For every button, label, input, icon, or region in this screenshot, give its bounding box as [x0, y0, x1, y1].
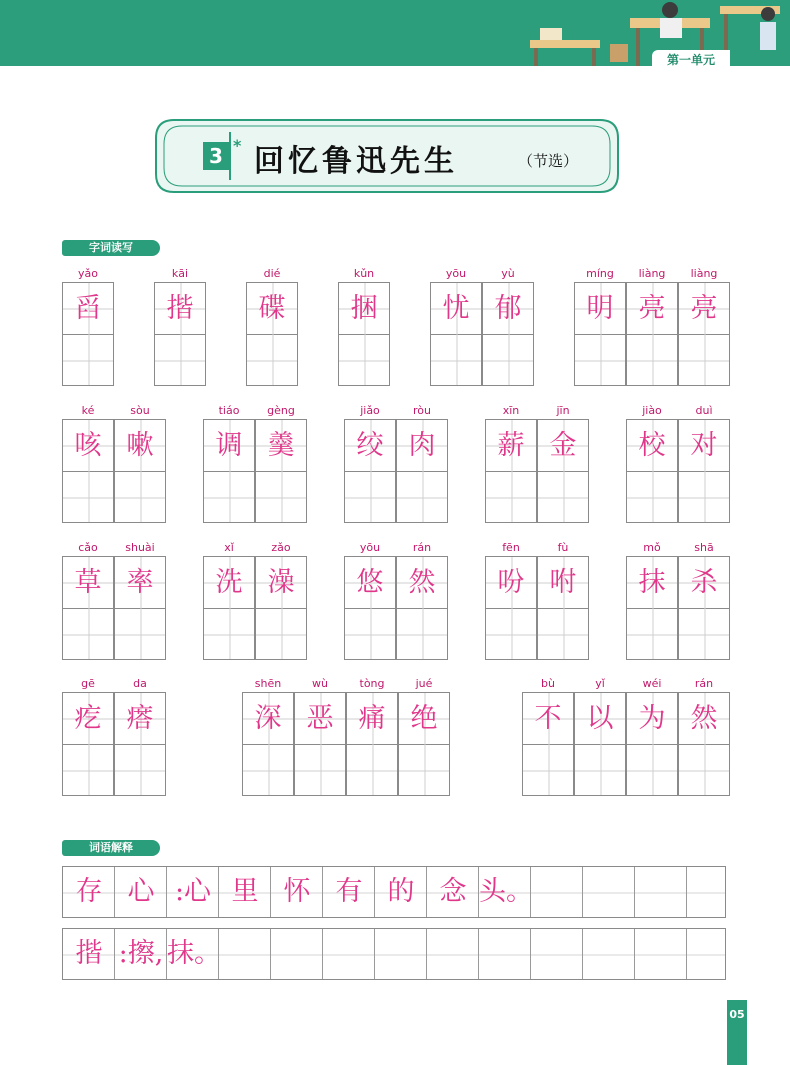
lesson-title-banner — [152, 116, 622, 196]
pinyin-label: rán — [694, 677, 714, 690]
hanzi-character: 疙 — [74, 703, 102, 734]
hanzi-character: 杀 — [690, 567, 718, 598]
pinyin-label: jué — [415, 677, 433, 690]
pinyin-label: yōu — [359, 541, 381, 554]
lesson-number: 3 — [203, 142, 229, 170]
pinyin-label: yōu — [445, 267, 467, 280]
lesson-star: * — [233, 136, 242, 155]
hanzi-character: 碟 — [258, 293, 286, 324]
classroom-illustration — [510, 0, 790, 66]
explanation-text — [63, 929, 219, 979]
writing-cell — [344, 419, 396, 523]
writing-cell — [482, 282, 534, 386]
hanzi-character: 薪 — [497, 430, 525, 461]
writing-cell — [338, 282, 390, 386]
pinyin-label: shuài — [125, 541, 155, 554]
writing-cell — [485, 419, 537, 523]
writing-cell — [62, 282, 114, 386]
pinyin-label: jiào — [642, 404, 662, 417]
hanzi-character: 郁 — [494, 293, 522, 324]
hanzi-character: 羹 — [267, 430, 295, 461]
writing-cell — [242, 692, 294, 796]
writing-cell — [678, 282, 730, 386]
writing-cell — [537, 419, 589, 523]
pinyin-label: bù — [541, 677, 555, 690]
writing-cell — [678, 556, 730, 660]
pinyin-label: yǐ — [595, 677, 605, 690]
explanation-char: 抹。 — [167, 938, 221, 969]
pinyin-label: duì — [695, 404, 713, 417]
explanation-char: 存 — [75, 876, 103, 907]
hanzi-character: 舀 — [74, 293, 102, 324]
pinyin-label: yǎo — [78, 267, 98, 280]
pinyin-label: cǎo — [78, 541, 98, 554]
hanzi-character: 金 — [549, 430, 577, 461]
hanzi-character: 捆 — [350, 293, 378, 324]
writing-cell — [114, 692, 166, 796]
writing-cell — [574, 282, 626, 386]
writing-cell — [430, 282, 482, 386]
page-number: 05 — [727, 1000, 747, 1065]
explanation-row — [62, 866, 726, 918]
writing-cell — [398, 692, 450, 796]
explanation-char: 里 — [231, 876, 259, 907]
unit-label: 第一单元 — [652, 50, 730, 70]
explanation-row — [62, 928, 726, 980]
writing-cell — [255, 419, 307, 523]
writing-cell — [255, 556, 307, 660]
hanzi-character: 洗 — [215, 567, 243, 598]
hanzi-character: 然 — [690, 703, 718, 734]
hanzi-character: 调 — [215, 430, 243, 461]
hanzi-character: 明 — [586, 293, 614, 324]
pinyin-label: rán — [412, 541, 432, 554]
pinyin-label: liàng — [638, 267, 666, 280]
pinyin-label: zǎo — [271, 541, 291, 554]
hanzi-character: 吩 — [497, 567, 525, 598]
pinyin-label: fēn — [502, 541, 520, 554]
explanation-char: 的 — [387, 876, 415, 907]
writing-cell — [396, 556, 448, 660]
hanzi-character: 绝 — [410, 703, 438, 734]
writing-cell — [626, 282, 678, 386]
writing-cell — [203, 556, 255, 660]
writing-cell — [522, 692, 574, 796]
writing-cell — [114, 419, 166, 523]
lesson-subtitle: （节选） — [518, 152, 579, 170]
explanation-char: 念 — [439, 876, 467, 907]
writing-cell — [626, 556, 678, 660]
writing-cell — [396, 419, 448, 523]
explanation-char: 头。 — [479, 876, 533, 907]
hanzi-character: 绞 — [356, 430, 384, 461]
explanation-char: 揩 — [75, 938, 103, 969]
pinyin-label: fù — [557, 541, 569, 554]
pinyin-label: jīn — [556, 404, 570, 417]
explanation-char: 怀 — [283, 876, 311, 907]
writing-cell — [485, 556, 537, 660]
hanzi-character: 悠 — [356, 567, 384, 598]
pinyin-label: jiǎo — [360, 404, 380, 417]
writing-cell — [246, 282, 298, 386]
pinyin-label: kǔn — [353, 267, 375, 280]
hanzi-character: 肉 — [408, 430, 436, 461]
explanation-char: :心 — [174, 876, 212, 907]
hanzi-character: 咐 — [549, 567, 577, 598]
writing-cell — [344, 556, 396, 660]
pinyin-label: da — [133, 677, 147, 690]
hanzi-character: 恶 — [306, 703, 334, 734]
writing-cell — [626, 419, 678, 523]
pinyin-label: ké — [81, 404, 95, 417]
hanzi-character: 深 — [254, 703, 282, 734]
pinyin-label: míng — [586, 267, 614, 280]
pinyin-label: ròu — [413, 404, 431, 417]
explanation-char: :擦, — [118, 938, 164, 969]
lesson-title: 回忆鲁迅先生 — [254, 144, 458, 179]
hanzi-character: 抹 — [638, 567, 666, 598]
hanzi-character: 忧 — [442, 293, 470, 324]
hanzi-character: 率 — [126, 567, 154, 598]
pinyin-label: wù — [312, 677, 328, 690]
hanzi-character: 揩 — [166, 293, 194, 324]
explanation-char: 心 — [127, 876, 155, 907]
hanzi-character: 然 — [408, 567, 436, 598]
pinyin-label: wéi — [642, 677, 662, 690]
hanzi-character: 痛 — [358, 703, 386, 734]
pinyin-label: sòu — [130, 404, 150, 417]
section-label-vocab: 字词读写 — [62, 240, 160, 256]
pinyin-label: kāi — [171, 267, 189, 280]
pinyin-label: gèng — [267, 404, 295, 417]
pinyin-label: mǒ — [643, 541, 661, 554]
header-band — [0, 0, 790, 66]
pinyin-label: liàng — [690, 267, 718, 280]
writing-cell — [346, 692, 398, 796]
hanzi-character: 瘩 — [126, 703, 154, 734]
explanation-text — [63, 867, 531, 917]
writing-cell — [294, 692, 346, 796]
hanzi-character: 以 — [586, 703, 614, 734]
writing-cell — [114, 556, 166, 660]
hanzi-character: 澡 — [267, 567, 295, 598]
pinyin-label: shā — [694, 541, 714, 554]
hanzi-character: 对 — [690, 430, 718, 461]
pinyin-label: yù — [501, 267, 515, 280]
hanzi-character: 亮 — [638, 293, 666, 324]
pinyin-label: xǐ — [224, 541, 234, 554]
hanzi-character: 草 — [74, 567, 102, 598]
hanzi-character: 嗽 — [126, 430, 154, 461]
pinyin-label: xīn — [502, 404, 520, 417]
pinyin-label: dié — [263, 267, 281, 280]
hanzi-character: 亮 — [690, 293, 718, 324]
writing-cell — [62, 692, 114, 796]
writing-cell — [626, 692, 678, 796]
hanzi-character: 校 — [638, 430, 666, 461]
hanzi-character: 不 — [534, 703, 562, 734]
pinyin-label: tòng — [359, 677, 385, 690]
writing-cell — [678, 419, 730, 523]
writing-cell — [203, 419, 255, 523]
writing-cell — [678, 692, 730, 796]
pinyin-label: tiáo — [218, 404, 240, 417]
pinyin-label: gē — [81, 677, 95, 690]
writing-cell — [62, 556, 114, 660]
hanzi-character: 为 — [638, 703, 666, 734]
writing-cell — [537, 556, 589, 660]
section-label-explain: 词语解释 — [62, 840, 160, 856]
writing-cell — [154, 282, 206, 386]
pinyin-label: shēn — [254, 677, 282, 690]
writing-cell — [62, 419, 114, 523]
writing-cell — [574, 692, 626, 796]
explanation-char: 有 — [335, 876, 363, 907]
hanzi-character: 咳 — [74, 430, 102, 461]
